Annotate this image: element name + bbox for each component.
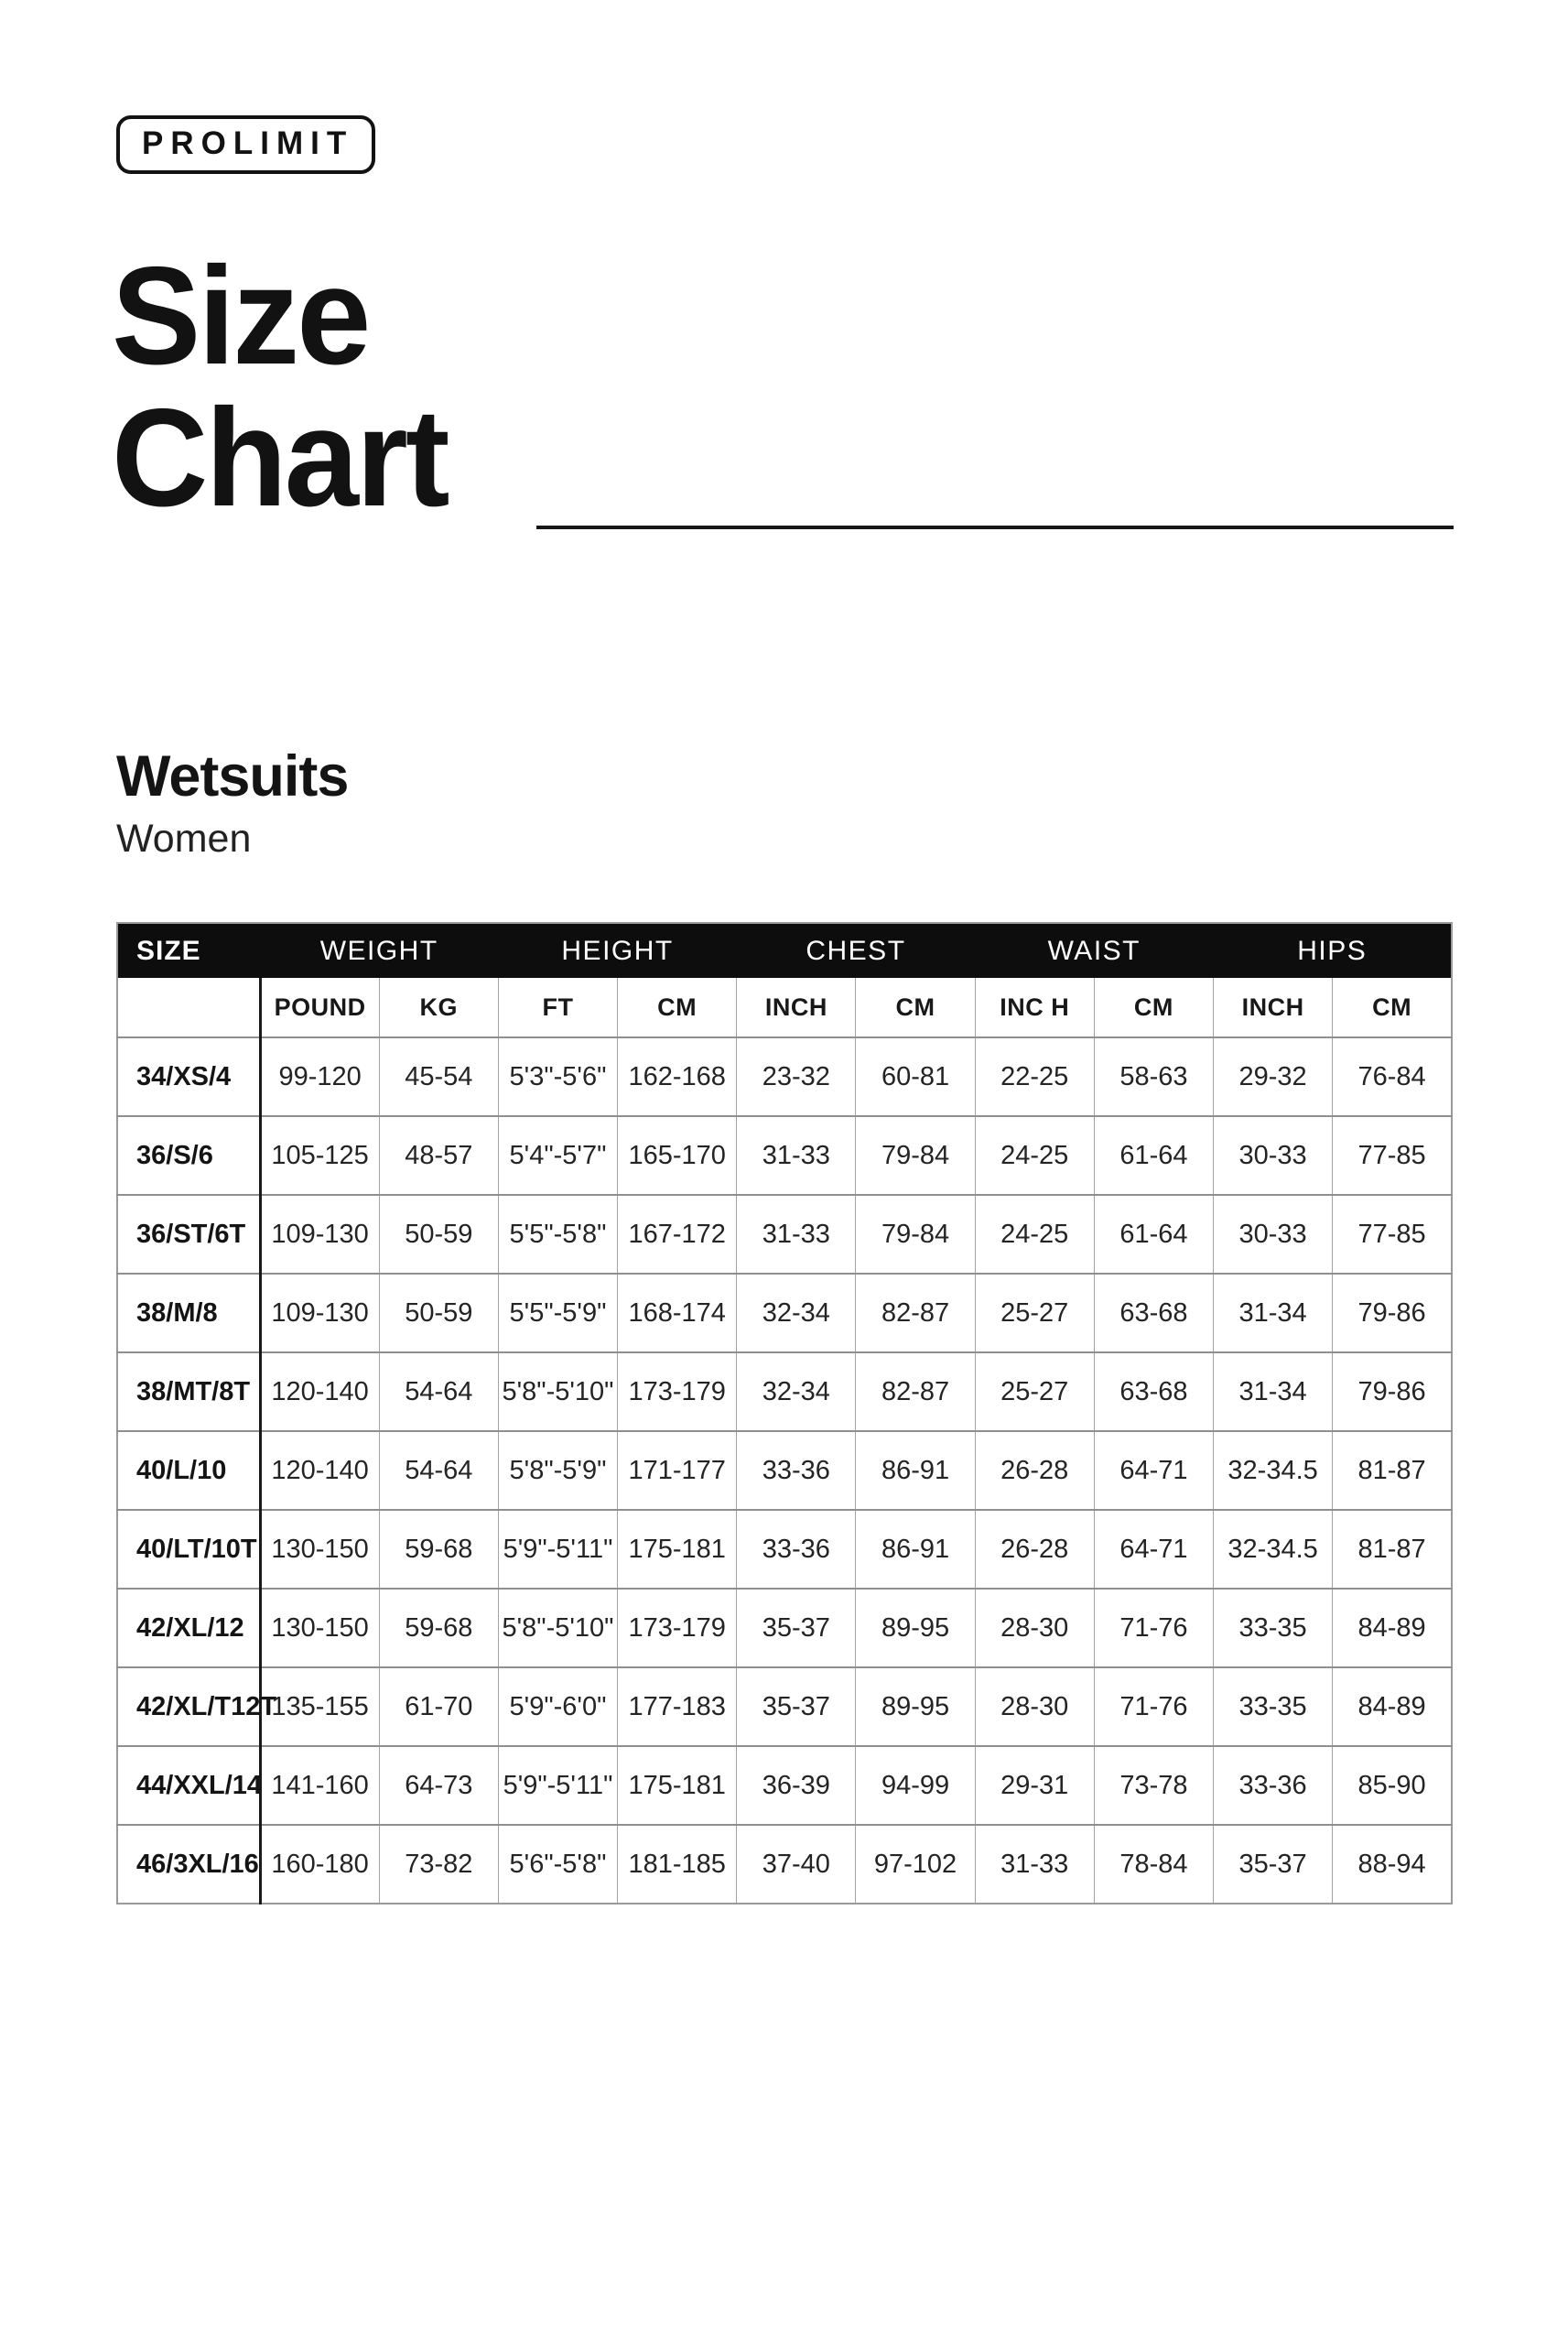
data-cell: 24-25 (975, 1195, 1094, 1274)
data-cell: 63-68 (1094, 1274, 1213, 1352)
data-cell: 5'5"-5'9" (498, 1274, 617, 1352)
data-cell: 141-160 (260, 1746, 379, 1825)
empty-subheader-cell (117, 978, 260, 1037)
size-table (116, 922, 1453, 1904)
data-cell: 109-130 (260, 1195, 379, 1274)
size-cell: 38/MT/8T (117, 1352, 260, 1431)
data-cell: 5'3"-5'6" (498, 1037, 617, 1116)
data-cell: 28-30 (975, 1667, 1094, 1746)
data-cell: 82-87 (856, 1352, 975, 1431)
data-cell: 64-71 (1094, 1510, 1213, 1589)
title-divider-line (536, 526, 1454, 529)
table-row (117, 1431, 1452, 1510)
data-cell: 86-91 (856, 1510, 975, 1589)
subheader-waist-inch: INC H (975, 978, 1094, 1037)
data-cell: 50-59 (379, 1195, 498, 1274)
table-unit-header-row (117, 978, 1452, 1037)
table-row (117, 1195, 1452, 1274)
data-cell: 79-84 (856, 1195, 975, 1274)
subheader-hips-inch: INCH (1214, 978, 1333, 1037)
table-row (117, 1352, 1452, 1431)
data-cell: 79-86 (1333, 1352, 1452, 1431)
data-cell: 105-125 (260, 1116, 379, 1195)
data-cell: 64-71 (1094, 1431, 1213, 1510)
data-cell: 73-82 (379, 1825, 498, 1904)
data-cell: 64-73 (379, 1746, 498, 1825)
size-cell: 42/XL/T12T (117, 1667, 260, 1746)
data-cell: 79-86 (1333, 1274, 1452, 1352)
group-header-waist: WAIST (975, 923, 1213, 978)
group-header-height: HEIGHT (498, 923, 736, 978)
data-cell: 23-32 (737, 1037, 856, 1116)
data-cell: 5'8"-5'10" (498, 1352, 617, 1431)
data-cell: 32-34.5 (1214, 1431, 1333, 1510)
data-cell: 45-54 (379, 1037, 498, 1116)
size-cell: 42/XL/12 (117, 1589, 260, 1667)
data-cell: 61-64 (1094, 1116, 1213, 1195)
size-cell: 34/XS/4 (117, 1037, 260, 1116)
data-cell: 181-185 (618, 1825, 737, 1904)
subheader-height-cm: CM (618, 978, 737, 1037)
data-cell: 29-31 (975, 1746, 1094, 1825)
subheader-height-ft: FT (498, 978, 617, 1037)
subheader-chest-inch: INCH (737, 978, 856, 1037)
data-cell: 89-95 (856, 1667, 975, 1746)
data-cell: 5'6"-5'8" (498, 1825, 617, 1904)
data-cell: 33-35 (1214, 1667, 1333, 1746)
data-cell: 35-37 (737, 1667, 856, 1746)
data-cell: 71-76 (1094, 1589, 1213, 1667)
data-cell: 5'9"-6'0" (498, 1667, 617, 1746)
data-cell: 79-84 (856, 1116, 975, 1195)
size-column-header: SIZE (117, 923, 260, 978)
data-cell: 30-33 (1214, 1195, 1333, 1274)
subheader-weight-pound: POUND (260, 978, 379, 1037)
data-cell: 89-95 (856, 1589, 975, 1667)
size-cell: 36/ST/6T (117, 1195, 260, 1274)
table-row (117, 1667, 1452, 1746)
table-group-header-row (117, 923, 1452, 978)
data-cell: 35-37 (737, 1589, 856, 1667)
data-cell: 36-39 (737, 1746, 856, 1825)
data-cell: 59-68 (379, 1589, 498, 1667)
data-cell: 162-168 (618, 1037, 737, 1116)
data-cell: 175-181 (618, 1510, 737, 1589)
size-cell: 44/XXL/14 (117, 1746, 260, 1825)
data-cell: 32-34 (737, 1274, 856, 1352)
data-cell: 88-94 (1333, 1825, 1452, 1904)
data-cell: 5'4"-5'7" (498, 1116, 617, 1195)
data-cell: 25-27 (975, 1352, 1094, 1431)
data-cell: 61-70 (379, 1667, 498, 1746)
data-cell: 54-64 (379, 1352, 498, 1431)
data-cell: 31-33 (975, 1825, 1094, 1904)
table-row (117, 1037, 1452, 1116)
data-cell: 59-68 (379, 1510, 498, 1589)
data-cell: 33-36 (737, 1510, 856, 1589)
table-row (117, 1510, 1452, 1589)
data-cell: 26-28 (975, 1431, 1094, 1510)
data-cell: 168-174 (618, 1274, 737, 1352)
data-cell: 85-90 (1333, 1746, 1452, 1825)
data-cell: 78-84 (1094, 1825, 1213, 1904)
data-cell: 33-36 (1214, 1746, 1333, 1825)
data-cell: 173-179 (618, 1589, 737, 1667)
size-cell: 40/LT/10T (117, 1510, 260, 1589)
data-cell: 5'9"-5'11" (498, 1746, 617, 1825)
data-cell: 84-89 (1333, 1667, 1452, 1746)
group-header-hips: HIPS (1214, 923, 1453, 978)
section-title: Wetsuits (116, 744, 349, 808)
data-cell: 130-150 (260, 1510, 379, 1589)
data-cell: 160-180 (260, 1825, 379, 1904)
group-header-chest: CHEST (737, 923, 975, 978)
data-cell: 81-87 (1333, 1431, 1452, 1510)
page-title-line1: Size (112, 238, 369, 394)
data-cell: 94-99 (856, 1746, 975, 1825)
data-cell: 24-25 (975, 1116, 1094, 1195)
data-cell: 73-78 (1094, 1746, 1213, 1825)
table-row (117, 1825, 1452, 1904)
data-cell: 5'9"-5'11" (498, 1510, 617, 1589)
data-cell: 37-40 (737, 1825, 856, 1904)
data-cell: 5'5"-5'8" (498, 1195, 617, 1274)
data-cell: 81-87 (1333, 1510, 1452, 1589)
data-cell: 29-32 (1214, 1037, 1333, 1116)
subheader-chest-cm: CM (856, 978, 975, 1037)
table-row (117, 1746, 1452, 1825)
data-cell: 71-76 (1094, 1667, 1213, 1746)
data-cell: 120-140 (260, 1431, 379, 1510)
data-cell: 26-28 (975, 1510, 1094, 1589)
data-cell: 77-85 (1333, 1116, 1452, 1195)
subheader-weight-kg: KG (379, 978, 498, 1037)
data-cell: 32-34 (737, 1352, 856, 1431)
data-cell: 165-170 (618, 1116, 737, 1195)
table-row (117, 1116, 1452, 1195)
prolimit-logo (116, 115, 375, 174)
data-cell: 31-34 (1214, 1274, 1333, 1352)
data-cell: 58-63 (1094, 1037, 1213, 1116)
data-cell: 99-120 (260, 1037, 379, 1116)
data-cell: 31-33 (737, 1195, 856, 1274)
data-cell: 63-68 (1094, 1352, 1213, 1431)
group-header-weight: WEIGHT (260, 923, 498, 978)
data-cell: 130-150 (260, 1589, 379, 1667)
data-cell: 120-140 (260, 1352, 379, 1431)
table-row (117, 1589, 1452, 1667)
data-cell: 31-34 (1214, 1352, 1333, 1431)
data-cell: 25-27 (975, 1274, 1094, 1352)
size-cell: 40/L/10 (117, 1431, 260, 1510)
data-cell: 177-183 (618, 1667, 737, 1746)
data-cell: 167-172 (618, 1195, 737, 1274)
data-cell: 50-59 (379, 1274, 498, 1352)
data-cell: 5'8"-5'9" (498, 1431, 617, 1510)
prolimit-logo-text: PROLIMIT (142, 125, 354, 161)
subheader-hips-cm: CM (1333, 978, 1452, 1037)
data-cell: 28-30 (975, 1589, 1094, 1667)
data-cell: 60-81 (856, 1037, 975, 1116)
table-row (117, 1274, 1452, 1352)
data-cell: 77-85 (1333, 1195, 1452, 1274)
data-cell: 175-181 (618, 1746, 737, 1825)
page-title-line2: Chart (112, 380, 448, 537)
data-cell: 33-35 (1214, 1589, 1333, 1667)
data-cell: 5'8"-5'10" (498, 1589, 617, 1667)
data-cell: 173-179 (618, 1352, 737, 1431)
page-title (112, 238, 448, 537)
data-cell: 35-37 (1214, 1825, 1333, 1904)
data-cell: 30-33 (1214, 1116, 1333, 1195)
data-cell: 135-155 (260, 1667, 379, 1746)
data-cell: 84-89 (1333, 1589, 1452, 1667)
data-cell: 109-130 (260, 1274, 379, 1352)
size-cell: 38/M/8 (117, 1274, 260, 1352)
size-cell: 46/3XL/16 (117, 1825, 260, 1904)
size-cell: 36/S/6 (117, 1116, 260, 1195)
data-cell: 86-91 (856, 1431, 975, 1510)
data-cell: 54-64 (379, 1431, 498, 1510)
section-subtitle: Women (116, 817, 252, 861)
subheader-waist-cm: CM (1094, 978, 1213, 1037)
data-cell: 97-102 (856, 1825, 975, 1904)
data-cell: 82-87 (856, 1274, 975, 1352)
data-cell: 76-84 (1333, 1037, 1452, 1116)
data-cell: 48-57 (379, 1116, 498, 1195)
data-cell: 31-33 (737, 1116, 856, 1195)
data-cell: 22-25 (975, 1037, 1094, 1116)
data-cell: 61-64 (1094, 1195, 1213, 1274)
data-cell: 32-34.5 (1214, 1510, 1333, 1589)
data-cell: 33-36 (737, 1431, 856, 1510)
data-cell: 171-177 (618, 1431, 737, 1510)
